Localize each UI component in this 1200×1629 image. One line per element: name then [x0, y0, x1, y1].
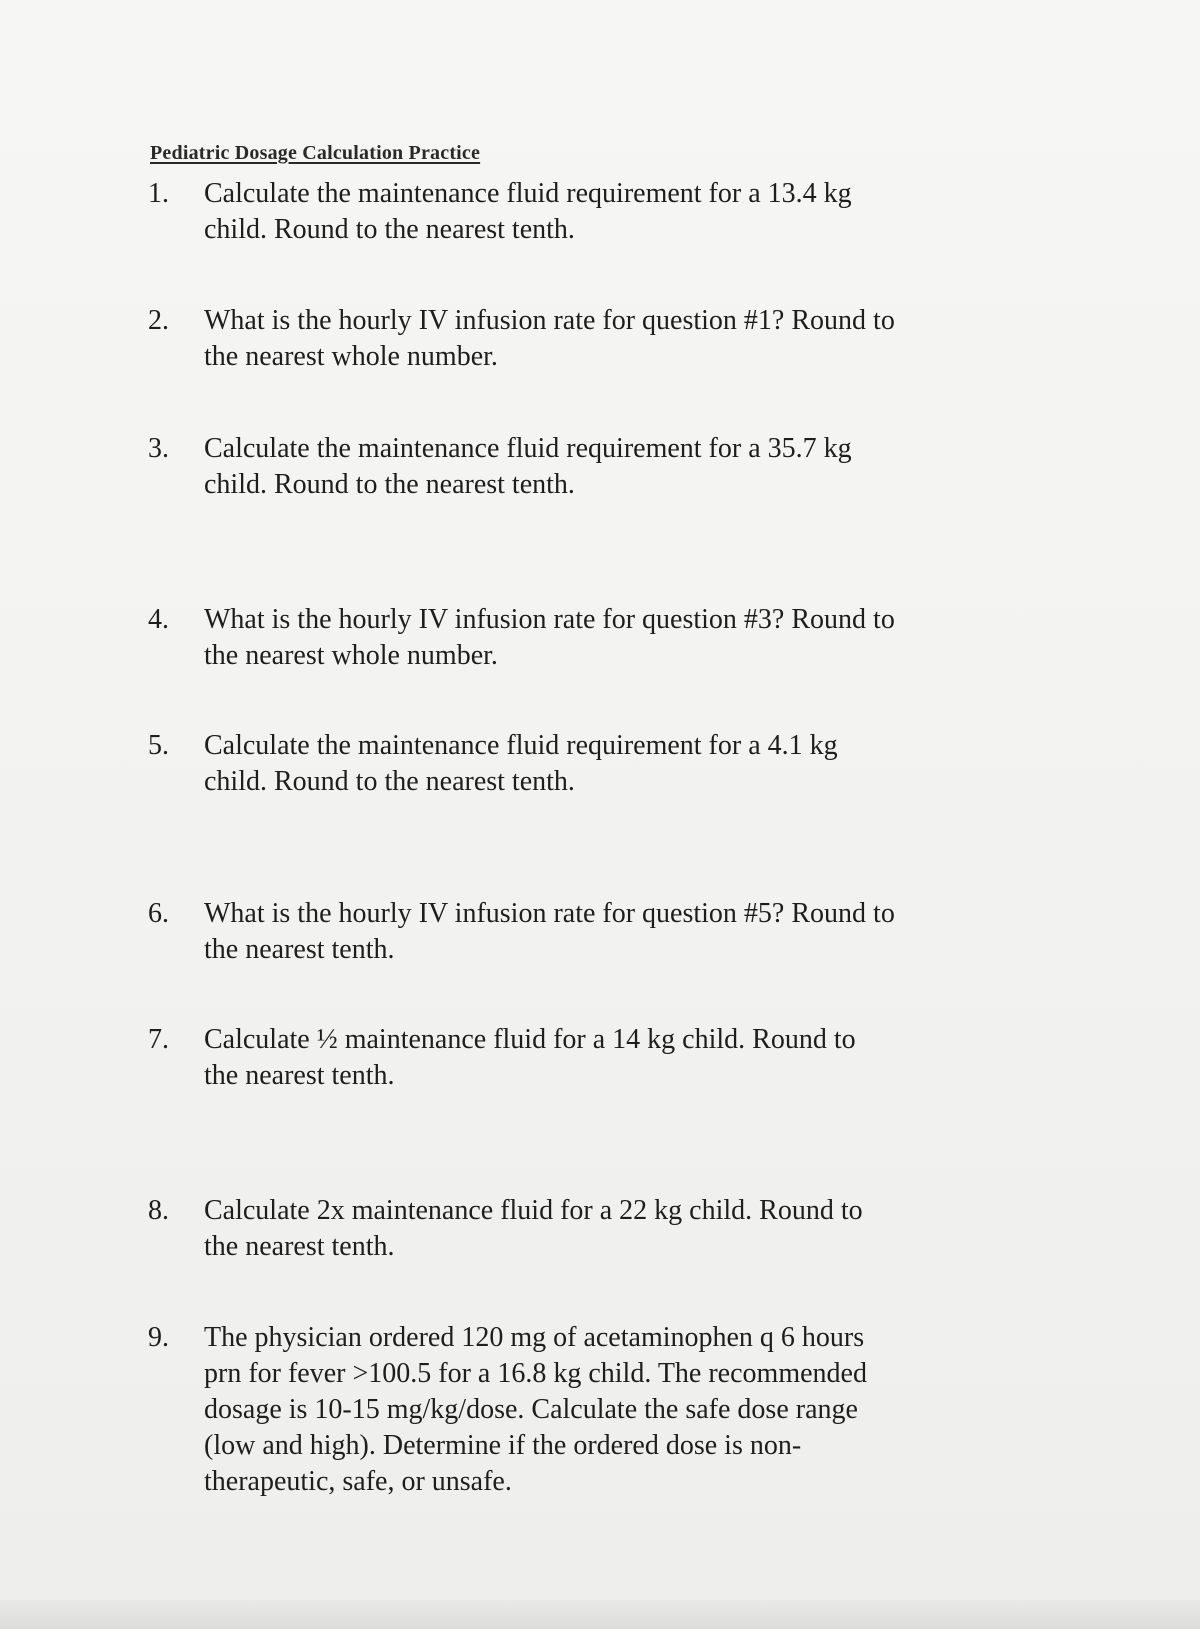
- question-8: [148, 1193, 896, 1265]
- question-9: [148, 1320, 896, 1500]
- question-text: What is the hourly IV infusion rate for question #5? Round to the nearest tenth.: [204, 898, 895, 965]
- question-number: 6.: [148, 898, 169, 929]
- question-6: [148, 896, 896, 968]
- question-number: 7.: [148, 1024, 169, 1055]
- question-number: 4.: [148, 604, 169, 635]
- question-3: [148, 431, 896, 503]
- question-text: Calculate the maintenance fluid requirement for a 13.4 kg child. Round to the nearest tenth.: [204, 178, 852, 245]
- question-number: 1.: [148, 178, 169, 209]
- question-number: 2.: [148, 305, 169, 336]
- question-text: Calculate the maintenance fluid requirement for a 4.1 kg child. Round to the nearest tenth.: [204, 730, 838, 797]
- page-title: Pediatric Dosage Calculation Practice: [150, 142, 481, 164]
- question-4: [148, 602, 896, 674]
- question-number: 9.: [148, 1322, 169, 1353]
- question-7: [148, 1022, 896, 1094]
- question-number: 8.: [148, 1195, 169, 1226]
- question-text: Calculate 2x maintenance fluid for a 22 kg child. Round to the nearest tenth.: [204, 1195, 863, 1262]
- question-1: [148, 176, 896, 248]
- question-number: 3.: [148, 433, 169, 464]
- question-5: [148, 728, 896, 800]
- question-text: What is the hourly IV infusion rate for question #3? Round to the nearest whole number.: [204, 604, 895, 671]
- question-number: 5.: [148, 730, 169, 761]
- question-text: Calculate ½ maintenance fluid for a 14 kg child. Round to the nearest tenth.: [204, 1024, 856, 1091]
- question-text: Calculate the maintenance fluid requirement for a 35.7 kg child. Round to the nearest tenth.: [204, 433, 852, 500]
- page-bottom-edge: [0, 1600, 1200, 1629]
- question-2: [148, 303, 896, 375]
- question-text: The physician ordered 120 mg of acetaminophen q 6 hours prn for fever >100.5 for a 16.8 kg child. The recommended dosage is 10-15 mg/kg/dose. Calculate the safe dose range (low and high). Determine if the ordered dose is non-therapeutic, safe, or unsafe.: [204, 1322, 867, 1497]
- question-text: What is the hourly IV infusion rate for question #1? Round to the nearest whole number.: [204, 305, 895, 372]
